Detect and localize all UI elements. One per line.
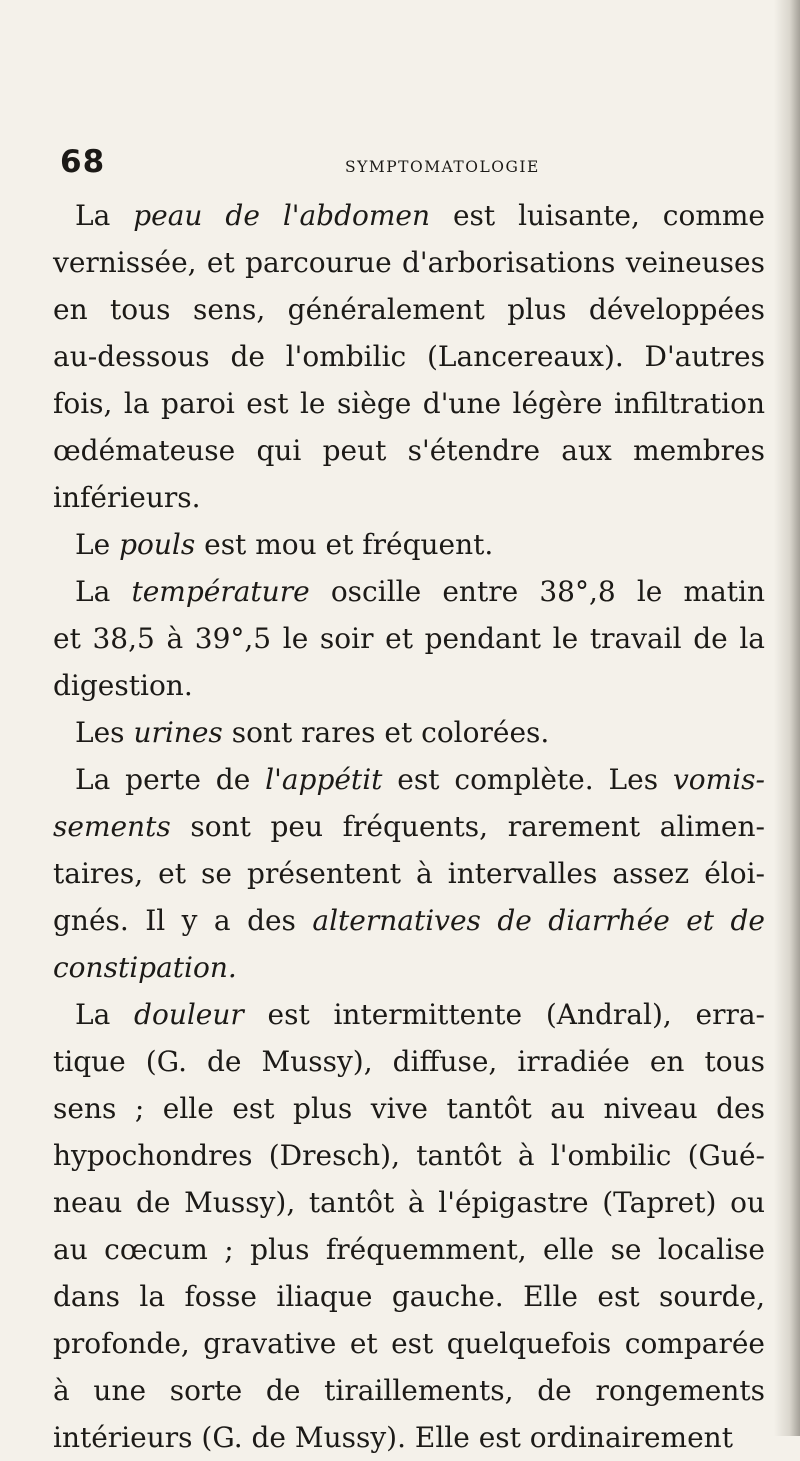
italic-term: vomis- — [672, 763, 765, 796]
italic-term: douleur — [134, 998, 244, 1031]
text-run: gnés. Il y a des — [53, 904, 313, 937]
text-run: est luisante, comme — [430, 199, 765, 232]
text-run: en tous sens, généralement plus développées — [53, 293, 765, 326]
text-run: à une sorte de tiraillements, de rongements — [53, 1374, 765, 1407]
italic-term: l'appétit — [265, 763, 383, 796]
italic-term: pouls — [119, 528, 196, 561]
text-run: tique (G. de Mussy), diffuse, irradiée en tous — [53, 1045, 765, 1078]
text-run: sont peu fréquents, rarement alimen- — [170, 810, 765, 843]
italic-term: urines — [133, 716, 223, 749]
body-text — [53, 192, 765, 1461]
text-line — [53, 1226, 765, 1273]
running-head: SYMPTOMATOLOGIE — [345, 158, 540, 176]
text-run: est mou et fréquent. — [195, 528, 494, 561]
text-run: sens ; elle est plus vive tantôt au niveau des — [53, 1092, 765, 1125]
text-run: est intermittente (Andral), erra- — [243, 998, 765, 1031]
text-run: inférieurs. — [53, 481, 201, 514]
page-header — [60, 140, 710, 180]
text-run: et 38,5 à 39°,5 le soir et pendant le travail de la — [53, 622, 765, 655]
text-run: La — [75, 998, 135, 1031]
text-run: hypochondres (Dresch), tantôt à l'ombilic (Gué- — [53, 1139, 765, 1172]
text-line — [53, 850, 765, 897]
text-run: dans la fosse iliaque gauche. Elle est sourde, — [53, 1280, 765, 1313]
text-run: taires, et se présentent à intervalles assez éloi- — [53, 857, 765, 890]
text-run: La — [75, 575, 132, 608]
text-run: sont rares et colorées. — [222, 716, 550, 749]
italic-term: température — [131, 575, 310, 608]
text-line — [53, 991, 765, 1038]
text-line — [53, 286, 765, 333]
text-line — [53, 521, 765, 568]
text-run: fois, la paroi est le siège d'une légère infiltration — [53, 387, 765, 420]
text-run: œdémateuse qui peut s'étendre aux membres — [53, 434, 765, 467]
text-line — [53, 1132, 765, 1179]
text-line — [53, 1085, 765, 1132]
text-line — [53, 1367, 765, 1414]
text-line — [53, 1179, 765, 1226]
text-run: oscille entre 38°,8 le matin — [309, 575, 766, 608]
text-line — [53, 1273, 765, 1320]
text-line — [53, 474, 765, 521]
text-run: La perte de — [75, 763, 266, 796]
text-line — [53, 333, 765, 380]
italic-term: peau de l'abdomen — [133, 199, 431, 232]
page-number: 68 — [60, 144, 106, 180]
page-edge-shadow — [774, 0, 800, 1436]
text-run: au-dessous de l'ombilic (Lancereaux). D'autres — [53, 340, 765, 373]
text-line — [53, 709, 765, 756]
text-run: neau de Mussy), tantôt à l'épigastre (Tapret) ou — [53, 1186, 765, 1219]
text-line — [53, 662, 765, 709]
text-line — [53, 615, 765, 662]
text-line — [53, 1414, 765, 1461]
text-line — [53, 803, 765, 850]
text-line — [53, 897, 765, 944]
text-run: digestion. — [53, 669, 193, 702]
text-line — [53, 756, 765, 803]
text-run: Le — [75, 528, 120, 561]
text-line — [53, 944, 765, 991]
italic-term: alternatives de diarrhée et de — [312, 904, 765, 937]
italic-term: sements — [53, 810, 171, 843]
text-line — [53, 427, 765, 474]
text-line — [53, 380, 765, 427]
text-run: intérieurs (G. de Mussy). Elle est ordinairement — [53, 1421, 733, 1454]
text-run: vernissée, et parcourue d'arborisations veineuses — [53, 246, 765, 279]
text-run: au cœcum ; plus fréquemment, elle se localise — [53, 1233, 765, 1266]
text-line — [53, 568, 765, 615]
text-run: La — [75, 199, 134, 232]
text-line — [53, 192, 765, 239]
text-run: est complète. Les — [382, 763, 673, 796]
text-run: profonde, gravative et est quelquefois comparée — [53, 1327, 765, 1360]
text-line — [53, 239, 765, 286]
text-run: Les — [75, 716, 134, 749]
text-line — [53, 1320, 765, 1367]
italic-term: constipation. — [53, 951, 237, 984]
text-line — [53, 1038, 765, 1085]
